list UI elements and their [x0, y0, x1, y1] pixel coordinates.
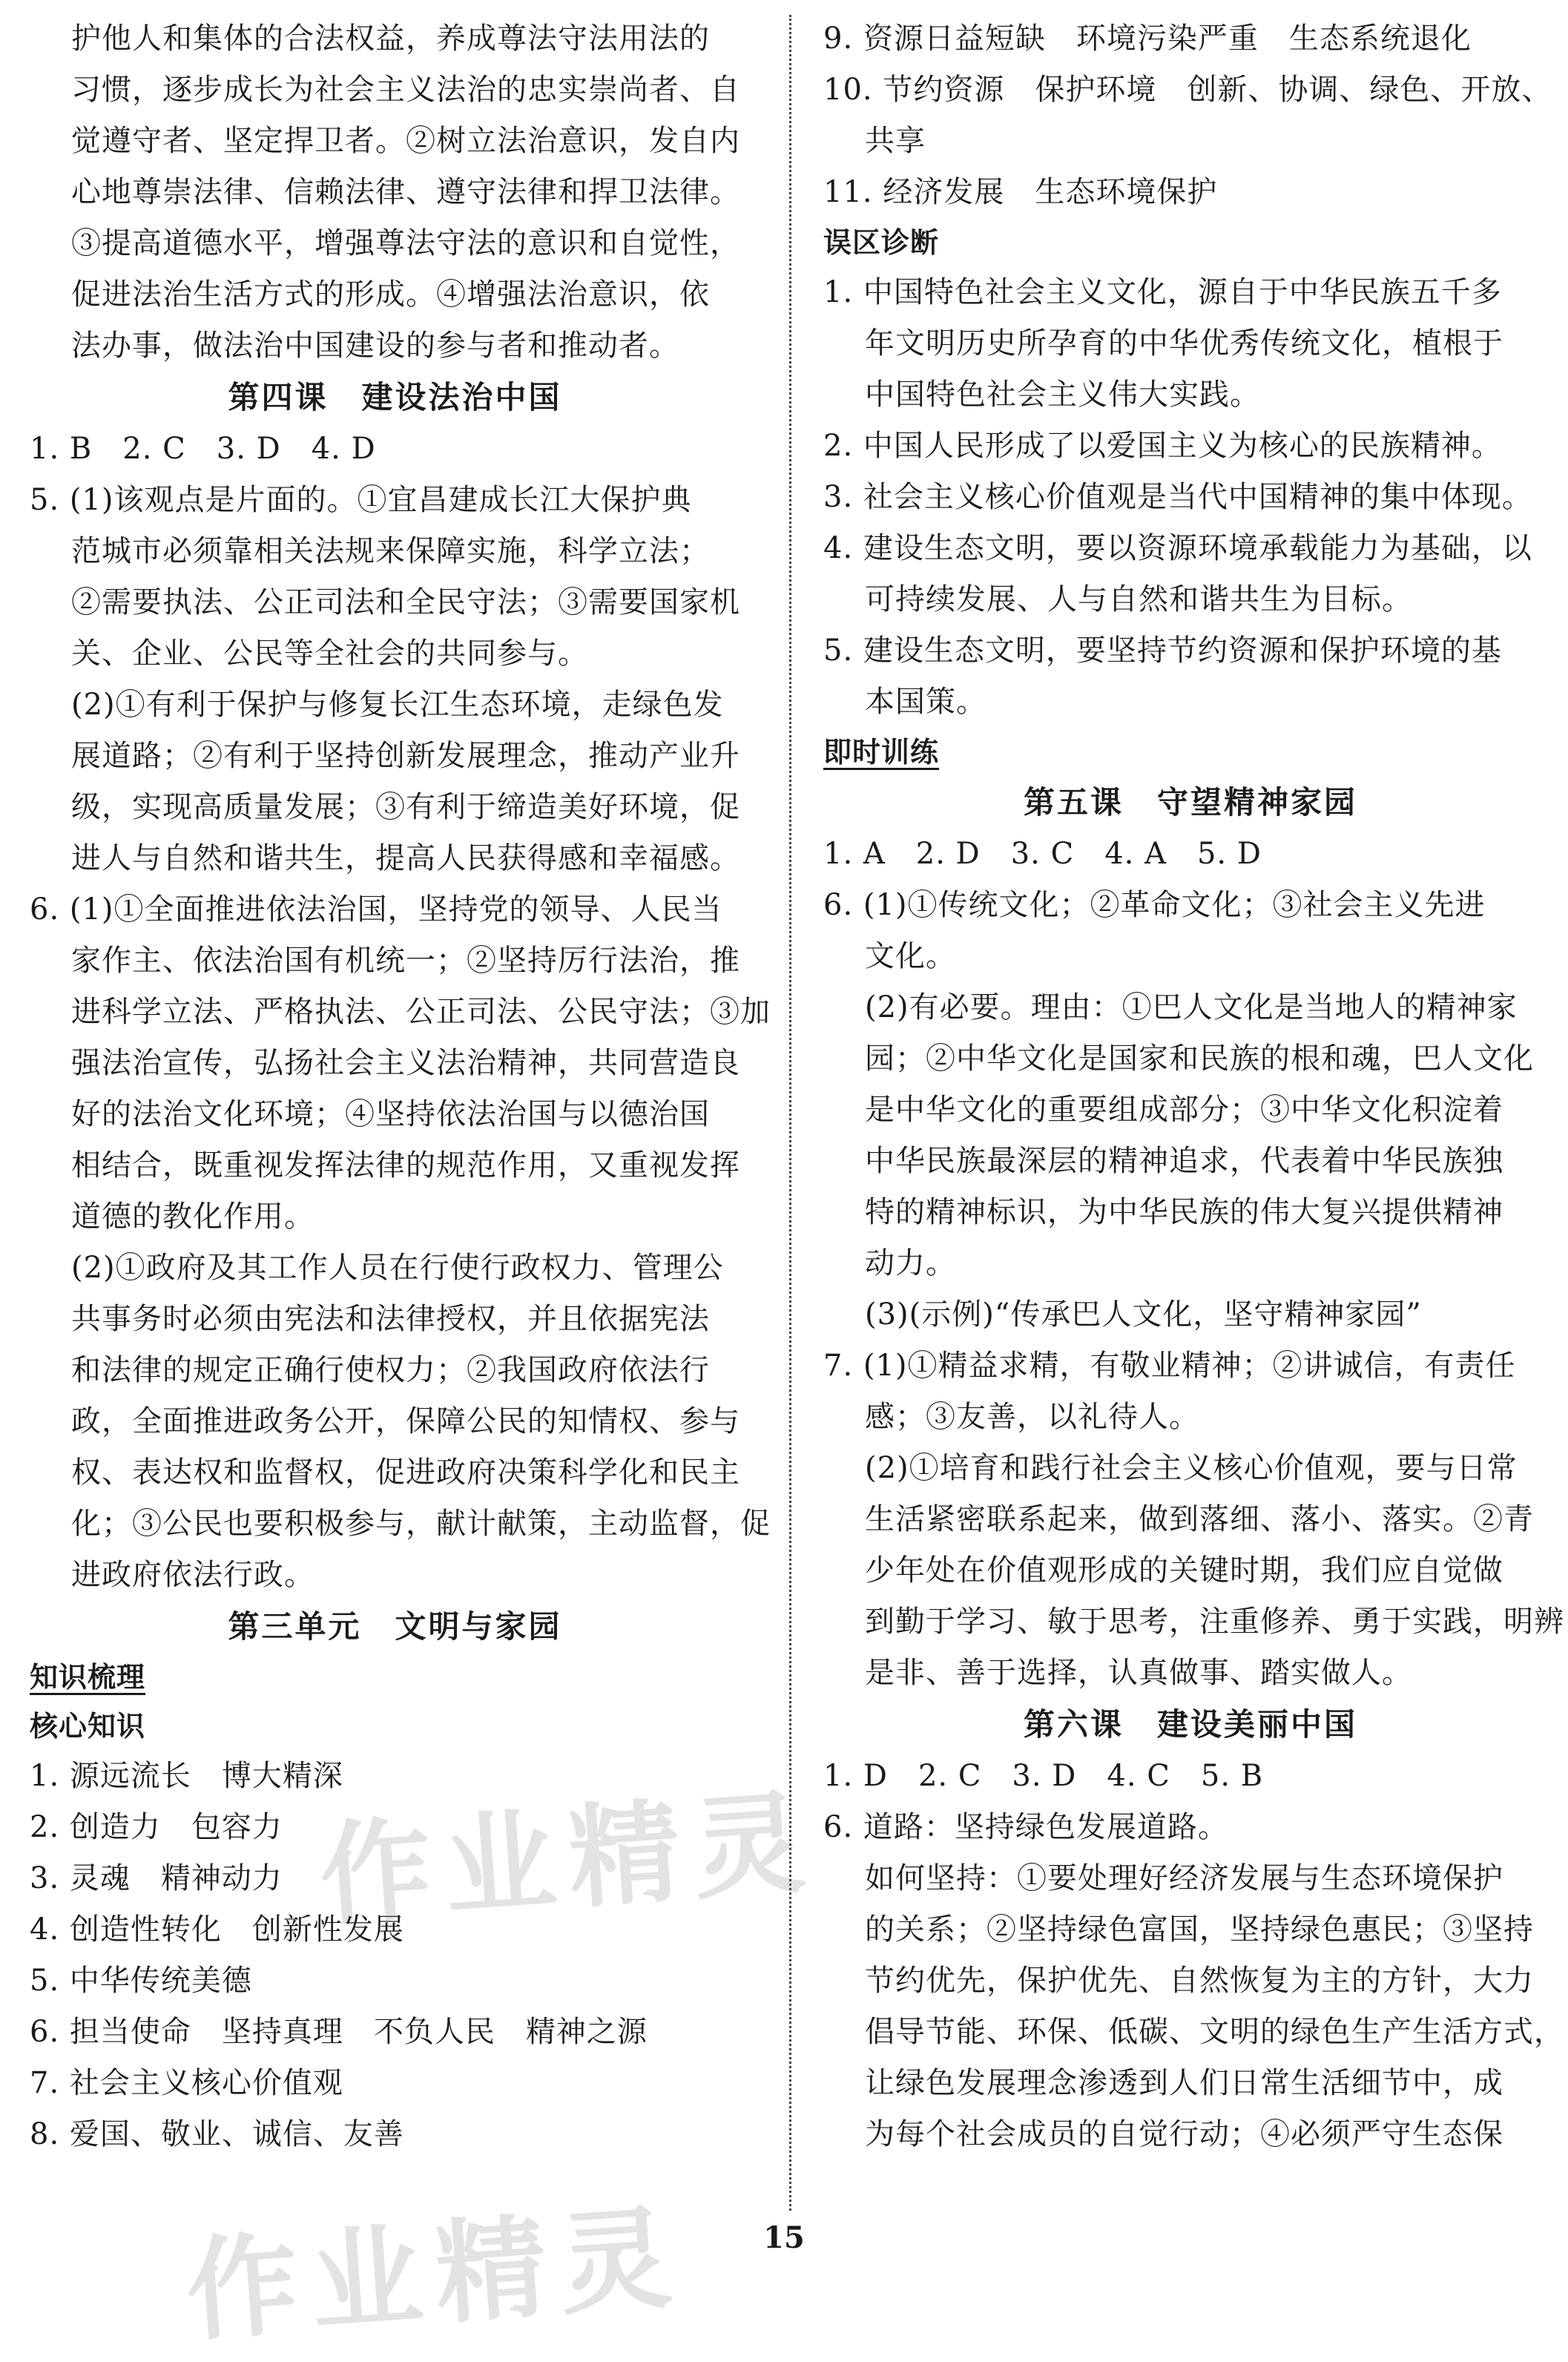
watermark-logo: 作业精灵	[315, 1777, 823, 1942]
text-line: 节约优先，保护优先、自然恢复为主的方针，大力	[865, 1964, 1534, 1998]
text-line: 关、企业、公民等全社会的共同参与。	[71, 636, 588, 671]
text-line: 1. A 2. D 3. C 4. A 5. D	[823, 837, 1262, 871]
lesson-heading: 第五课 守望精神家园	[1023, 784, 1357, 820]
text-line: 4. 建设生态文明，要以资源环境承载能力为基础，以	[823, 531, 1532, 565]
text-line: (2)①有利于保护与修复长江生态环境，走绿色发	[71, 688, 724, 722]
text-line: 1. D 2. C 3. D 4. C 5. B	[823, 1759, 1264, 1793]
text-line: 法办事，做法治中国建设的参与者和推动者。	[71, 329, 679, 363]
text-line: 中华民族最深层的精神追求，代表着中华民族独	[865, 1144, 1503, 1178]
text-line: 文化。	[865, 939, 956, 973]
text-line: 家作主、依法治国有机统一；②坚持厉行法治，推	[71, 944, 740, 978]
text-line: 进政府依法行政。	[71, 1558, 314, 1592]
text-line: 2. 中国人民形成了以爱国主义为核心的民族精神。	[823, 429, 1502, 463]
text-line: 强法治宣传，弘扬社会主义法治精神，共同营造良	[71, 1046, 740, 1080]
text-line: 中国特色社会主义伟大实践。	[865, 378, 1260, 412]
text-line: 1. 中国特色社会主义文化，源自于中华民族五千多	[823, 275, 1502, 309]
text-line: ②需要执法、公正司法和全民守法；③需要国家机	[71, 585, 740, 619]
text-line: 化；③公民也要积极参与，献计献策，主动监督，促	[71, 1507, 771, 1541]
text-line: 相结合，既重视发挥法律的规范作用，又重视发挥	[71, 1148, 740, 1182]
text-line: 5. (1)该观点是片面的。①宜昌建成长江大保护典	[30, 483, 692, 517]
text-line: 到勤于学习、敏于思考，注重修养、勇于实践，明辨	[865, 1605, 1564, 1639]
text-line: (2)①政府及其工作人员在行使行政权力、管理公	[71, 1251, 724, 1285]
text-line: 道德的教化作用。	[71, 1200, 314, 1234]
section-heading: 误区诊断	[823, 226, 940, 259]
text-line: 可持续发展、人与自然和谐共生为目标。	[865, 582, 1412, 616]
text-line: 好的法治文化环境；④坚持依法治国与以德治国	[71, 1097, 710, 1131]
text-line: (3)(示例)“传承巴人文化，坚守精神家园”	[865, 1297, 1422, 1332]
text-line: 5. 中华传统美德	[30, 1964, 252, 1998]
section-heading: 知识梳理	[30, 1661, 146, 1694]
text-line: 动力。	[865, 1246, 956, 1280]
text-line: (2)有必要。理由：①巴人文化是当地人的精神家	[865, 990, 1518, 1024]
text-line: 本国策。	[865, 685, 986, 719]
text-line: 护他人和集体的合法权益，养成尊法守法用法的	[71, 22, 710, 56]
text-line: 7. (1)①精益求精，有敬业精神；②讲诚信，有责任	[823, 1349, 1516, 1383]
text-line: 1. 源远流长 博大精深	[30, 1759, 343, 1793]
text-line: 年文明历史所孕育的中华优秀传统文化，植根于	[865, 326, 1503, 361]
text-line: 让绿色发展理念渗透到人们日常生活细节中，成	[865, 2066, 1503, 2100]
text-line: 如何坚持：①要处理好经济发展与生态环境保护	[865, 1861, 1503, 1895]
text-line: 2. 创造力 包容力	[30, 1810, 283, 1844]
watermark-logo-bottom: 作业精灵	[182, 2193, 689, 2358]
text-line: 进科学立法、严格执法、公正司法、公民守法；③加	[71, 995, 771, 1029]
text-line: 特的精神标识，为中华民族的伟大复兴提供精神	[865, 1195, 1503, 1229]
text-line: 11. 经济发展 生态环境保护	[823, 175, 1218, 209]
section-heading: 即时训练	[823, 736, 940, 769]
text-line: 生活紧密联系起来，做到落细、落小、落实。②青	[865, 1502, 1534, 1536]
text-line: 展道路；②有利于坚持创新发展理念，推动产业升	[71, 739, 740, 773]
text-line: 10. 节约资源 保护环境 创新、协调、绿色、开放、	[823, 73, 1552, 107]
text-line: 3. 社会主义核心价值观是当代中国精神的集中体现。	[823, 480, 1532, 514]
text-line: 6. 担当使命 坚持真理 不负人民 精神之源	[30, 2015, 648, 2049]
text-line: 9. 资源日益短缺 环境污染严重 生态系统退化	[823, 22, 1472, 56]
text-line: 园；②中华文化是国家和民族的根和魂，巴人文化	[865, 1042, 1534, 1076]
text-line: 6. 道路：坚持绿色发展道路。	[823, 1810, 1228, 1844]
text-line: 范城市必须靠相关法规来保障实施，科学立法；	[71, 534, 710, 568]
text-line: 的关系；②坚持绿色富国，坚持绿色惠民；③坚持	[865, 1912, 1534, 1947]
right-column	[823, 13, 1564, 2160]
text-line: 7. 社会主义核心价值观	[30, 2066, 343, 2100]
text-line: 进人与自然和谐共生，提高人民获得感和幸福感。	[71, 841, 740, 875]
text-line: 5. 建设生态文明，要坚持节约资源和保护环境的基	[823, 634, 1502, 668]
text-line: 1. B 2. C 3. D 4. D	[30, 432, 376, 466]
page-number: 15	[763, 2220, 805, 2255]
text-line: 和法律的规定正确行使权力；②我国政府依法行	[71, 1353, 710, 1387]
text-line: 共享	[865, 124, 926, 158]
text-line: 少年处在价值观形成的关键时期，我们应自觉做	[865, 1553, 1503, 1588]
text-line: 3. 灵魂 精神动力	[30, 1861, 283, 1895]
text-line: 倡导节能、环保、低碳、文明的绿色生产生活方式，	[865, 2015, 1564, 2049]
text-line: ③提高道德水平，增强尊法守法的意识和自觉性，	[71, 226, 740, 260]
text-line: 权、表达权和监督权，促进政府决策科学化和民主	[71, 1455, 740, 1490]
lesson-heading: 第四课 建设法治中国	[228, 379, 562, 415]
text-line: 6. (1)①传统文化；②革命文化；③社会主义先进	[823, 888, 1486, 922]
text-line: 心地尊崇法律、信赖法律、遵守法律和捍卫法律。	[71, 175, 740, 209]
text-line: 共事务时必须由宪法和法律授权，并且依据宪法	[71, 1302, 710, 1336]
text-line: 4. 创造性转化 创新性发展	[30, 1912, 404, 1947]
text-line: 感；③友善，以礼待人。	[865, 1400, 1199, 1434]
text-line: 级，实现高质量发展；③有利于缔造美好环境，促	[71, 790, 740, 824]
lesson-heading: 第三单元 文明与家园	[228, 1608, 562, 1645]
lesson-heading: 第六课 建设美丽中国	[1023, 1706, 1357, 1743]
text-line: 觉遵守者、坚定捍卫者。②树立法治意识，发自内	[71, 124, 740, 158]
text-line: 是非、善于选择，认真做事、踏实做人。	[865, 1656, 1412, 1690]
text-line: 促进法治生活方式的形成。④增强法治意识，依	[71, 277, 710, 312]
text-line: 政，全面推进政务公开，保障公民的知情权、参与	[71, 1404, 740, 1438]
section-heading: 核心知识	[30, 1710, 146, 1743]
text-line: 习惯，逐步成长为社会主义法治的忠实崇尚者、自	[71, 73, 740, 107]
text-line: 8. 爱国、敬业、诚信、友善	[30, 2117, 404, 2151]
text-line: 是中华文化的重要组成部分；③中华文化积淀着	[865, 1093, 1503, 1127]
text-line: 6. (1)①全面推进依法治国，坚持党的领导、人民当	[30, 892, 722, 927]
text-line: 为每个社会成员的自觉行动；④必须严守生态保	[865, 2117, 1503, 2151]
text-line: (2)①培育和践行社会主义核心价值观，要与日常	[865, 1451, 1518, 1485]
